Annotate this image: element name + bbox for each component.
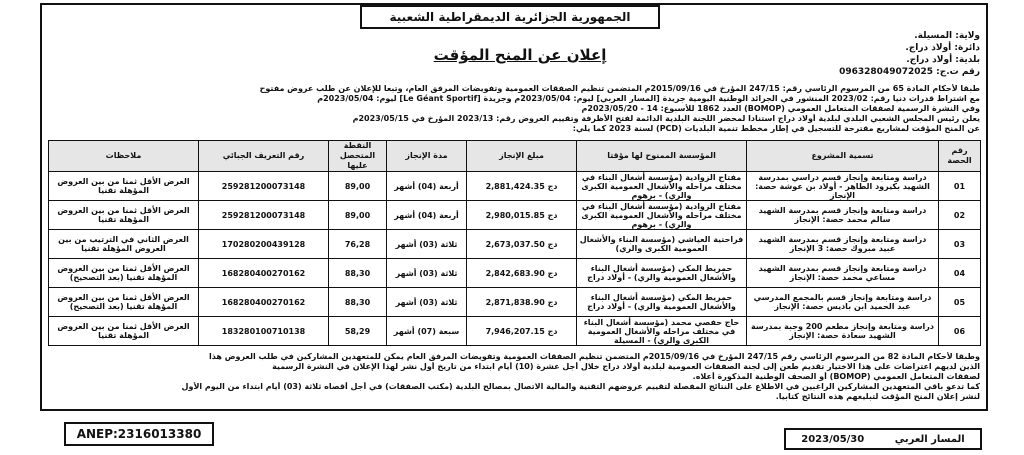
- table-row: [49, 201, 981, 230]
- footer-line: لنشر إعلان المنح المؤقت لتبليغهم هذه النتائج كتابيا.: [775, 392, 980, 401]
- row-notes: العرض الثاني في الترتيب من بين العروض المؤهلة تقنيا: [49, 230, 199, 259]
- row-score: 88,30: [329, 288, 387, 317]
- row-project: دراسة ومتابعة وإنجاز قسم بمدرسة الشهيد مساعي محمد حصة: الإنجاز: [747, 259, 939, 288]
- row-nif: 259281200073148: [199, 201, 329, 230]
- footer-line: وطبقا لأحكام المادة 82 من المرسوم الرئاسي رقم 247/15 المؤرخ في 2015/09/16م المتضمن تنظيم الصفقات العمومية وتفويضات المرفق العام يمكن للمتعهدين المشاركين في طلب العروض هذا: [209, 352, 980, 361]
- publication-date: 2023/05/30: [801, 433, 865, 445]
- row-company: مفتاح الزوادية (مؤسسة أشغال البناء في مختلف مراحله والأشغال العمومية الكبرى والري) - برهوم: [577, 172, 747, 201]
- notice-title: إعلان عن المنح المؤقت: [433, 46, 607, 64]
- footer-line: لصفقات المتعامل العمومي (BOMOP) أو الصحف الوطنية المذكورة أعلاه.: [692, 372, 980, 381]
- row-nif: 168280400270162: [199, 259, 329, 288]
- header-num: رقم الحصة: [939, 141, 981, 172]
- row-duration: سبعة (07) أشهر: [387, 317, 467, 346]
- anep-reference: ANEP:2316013380: [64, 422, 214, 446]
- nif-line: رقم ت.ج: 096328049072025: [839, 67, 980, 77]
- row-num: 02: [939, 201, 981, 230]
- header-project: تسمية المشروع: [747, 141, 939, 172]
- table-row: [49, 317, 981, 346]
- row-score: 76,28: [329, 230, 387, 259]
- row-amount: 2,871,838.90 دج: [467, 288, 577, 317]
- intro-paragraph: [48, 84, 980, 134]
- row-nif: 170280200439128: [199, 230, 329, 259]
- row-project: دراسة ومتابعة وإنجاز قسم بالمجمع المدرسي عبد الحميد ابن باديس حصة: الإنجاز: [747, 288, 939, 317]
- row-score: 89,00: [329, 172, 387, 201]
- footer-line: كما تدعو باقي المتعهدين المشاركين الراغبين في الاطلاع على النتائج المفصلة لتقييم عروضهم التقنية والمالية الاتصال بمصالح البلدية (مكتب الصفقات) في أجل أقصاه ثلاثة (03) أيام ابتداء من اليوم الأول: [181, 382, 980, 391]
- admin-info: [810, 30, 980, 78]
- row-project: دراسة ومتابعة وإنجاز مطعم 200 وجبة بمدرسة الشهيد سعادة حصة: الإنجاز: [747, 317, 939, 346]
- wilaya: ولاية: المسيلة.: [914, 31, 980, 41]
- row-amount: 2,842,683.90 دج: [467, 259, 577, 288]
- table-row: [49, 259, 981, 288]
- publication-box: [784, 428, 982, 450]
- row-company: مفتاح الزوادية (مؤسسة أشغال البناء في مختلف مراحله والأشغال العمومية الكبرى والري) - برهوم: [577, 201, 747, 230]
- intro-line: طبقا لأحكام المادة 65 من المرسوم الرئاسي رقم: 247/15 المؤرخ في 2015/09/16م المتضمن تنظيم الصفقات العمومية وتفويضات المرفق العام، وتبعا للإعلان عن طلب عروض مفتوح: [259, 84, 980, 93]
- header-score: النقطة المتحصل عليها: [329, 141, 387, 172]
- row-amount: 2,673,037.50 دج: [467, 230, 577, 259]
- row-company: حاج حفصي محمد (مؤسسة أشغال البناء في مختلف مراحله والأشغال العمومية الكبرى والري) - المسيلة: [577, 317, 747, 346]
- header-nif: رقم التعريف الجبائي: [199, 141, 329, 172]
- row-project: دراسة ومتابعة وإنجاز قسم بمدرسة الشهيد عبيد مبروك حصة: 3 الإنجاز: [747, 230, 939, 259]
- row-amount: 2,881,424.35 دج: [467, 172, 577, 201]
- baladia: بلدية: أولاد دراج.: [906, 55, 980, 65]
- footer-line: الذين لديهم اعتراضات على هذا الاختيار تقديم طعن إلى لجنة الصفقات العمومية لبلدية أولاد دراج خلال أجل عشرة (10) أيام ابتداء من تاريخ أول نشر لهذا الإعلان في النشرة الرسمية: [272, 362, 980, 371]
- footer-paragraph: [48, 352, 980, 402]
- row-nif: 168280400270162: [199, 288, 329, 317]
- row-duration: أربعة (04) أشهر: [387, 201, 467, 230]
- row-project: دراسة ومتابعة وإنجاز قسم بمدرسة الشهيد سالم محمد حصة: الإنجاز: [747, 201, 939, 230]
- row-duration: ثلاثة (03) أشهر: [387, 230, 467, 259]
- republic-header: الجمهورية الجزائرية الديمقراطية الشعبية: [360, 5, 660, 29]
- row-company: حمريط المكي (مؤسسة أشغال البناء والأشغال العمومية والري) - أولاد دراج: [577, 288, 747, 317]
- header-amount: مبلغ الإنجاز: [467, 141, 577, 172]
- row-notes: العرض الأقل ثمنا من بين العروض المؤهلة تقنيا: [49, 317, 199, 346]
- row-notes: العرض الأقل ثمنا من بين العروض المؤهلة تقنيا (بعد التصحيح): [49, 259, 199, 288]
- row-score: 89,00: [329, 201, 387, 230]
- row-num: 03: [939, 230, 981, 259]
- row-nif: 183280100710138: [199, 317, 329, 346]
- row-score: 88,30: [329, 259, 387, 288]
- intro-line: مع اشتراط قدرات دنيا رقم: 2023/02 المنشور في الجرائد الوطنية اليومية جريدة [المسار العربي] ليوم: 2023/05/04م وجريدة [Le Géant Sportif] ليوم: 2023/05/04م: [317, 94, 980, 103]
- row-notes: العرض الأقل ثمنا من بين العروض المؤهلة تقنيا (بعد التصحيح): [49, 288, 199, 317]
- awards-table: [48, 140, 981, 346]
- row-company: حمريط المكي (مؤسسة أشغال البناء والأشغال العمومية والري) - أولاد دراج: [577, 259, 747, 288]
- row-num: 01: [939, 172, 981, 201]
- row-duration: أربعة (04) أشهر: [387, 172, 467, 201]
- header-company: المؤسسة الممنوح لها مؤقتا: [577, 141, 747, 172]
- row-nif: 259281200073148: [199, 172, 329, 201]
- row-num: 04: [939, 259, 981, 288]
- row-project: دراسة ومتابعة وإنجاز قسم دراسي بمدرسة الشهيد بكيرود الطاهر - أولاد بن عوشة حصة: الإنجاز: [747, 172, 939, 201]
- row-amount: 7,946,207.15 دج: [467, 317, 577, 346]
- row-num: 05: [939, 288, 981, 317]
- row-score: 58,29: [329, 317, 387, 346]
- row-amount: 2,980,015.85 دج: [467, 201, 577, 230]
- table-row: [49, 288, 981, 317]
- header-notes: ملاحظات: [49, 141, 199, 172]
- table-header-row: [49, 141, 981, 172]
- row-num: 06: [939, 317, 981, 346]
- intro-line: وفي النشرة الرسمية لصفقات المتعامل العمومي (BOMOP) العدد 1862 للأسبوع: 14 - 2023/05/20م: [581, 104, 980, 113]
- header-duration: مدة الإنجاز: [387, 141, 467, 172]
- intro-line: يعلن رئيس المجلس الشعبي البلدي لبلدية أولاد دراج استنادا لمحضر اللجنة البلدية الدائمة لفتح الأظرفة وتقييم العروض رقم: 2023/13 المؤرخ في 2023/05/15م: [352, 114, 980, 123]
- row-notes: العرض الأقل ثمنا من بين العروض المؤهلة تقنيا: [49, 172, 199, 201]
- row-duration: ثلاثة (03) أشهر: [387, 288, 467, 317]
- row-duration: ثلاثة (03) أشهر: [387, 259, 467, 288]
- newspaper-name: المسار العربي: [894, 433, 965, 445]
- daira: دائرة: أولاد دراج.: [905, 43, 980, 53]
- table-row: [49, 172, 981, 201]
- intro-line: عن المنح المؤقت لمشاريع مقترحة للتسجيل في إطار مخطط تنمية البلديات (PCD) لسنة 2023 كما يلي:: [572, 124, 980, 133]
- row-company: فراحتية العياشي (مؤسسة البناء والأشغال العمومية الكبرى والري): [577, 230, 747, 259]
- row-notes: العرض الأقل ثمنا من بين العروض المؤهلة تقنيا: [49, 201, 199, 230]
- table-row: [49, 230, 981, 259]
